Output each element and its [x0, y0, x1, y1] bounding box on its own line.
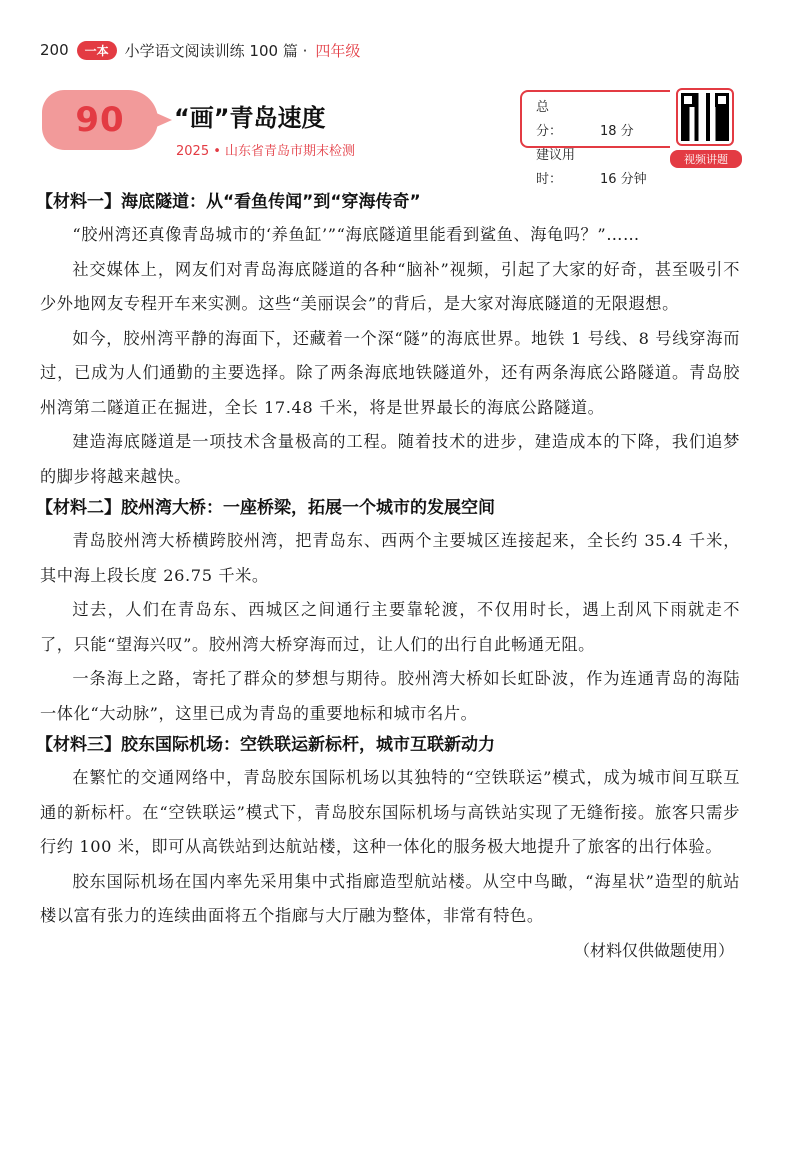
section-1: [36, 188, 740, 494]
time-value: 16 分钟: [600, 172, 647, 187]
page-number: 200: [40, 41, 69, 59]
footer-note: （材料仅供做题使用）: [573, 940, 734, 960]
reading-content: [36, 188, 740, 968]
grade-label: 四年级: [315, 41, 361, 60]
paragraph: 过去，人们在青岛东、西城区之间通行主要靠轮渡，不仅用时长，遇上刮风下雨就走不了，只能“望海兴叹”。胶州湾大桥穿海而过，让人们的出行自此畅通无阻。: [40, 600, 740, 654]
section-heading: 【材料一】海底隧道：从“看鱼传闻”到“穿海传奇”: [36, 192, 421, 212]
lesson-header: [42, 88, 762, 187]
qr-code-icon[interactable]: [676, 88, 734, 146]
lesson-number-badge: [42, 90, 158, 150]
paragraph: 一条海上之路，寄托了群众的梦想与期待。胶州湾大桥如长虹卧波，作为连通青岛的海陆一体化“大动脉”，这里已成为青岛的重要地标和城市名片。: [40, 669, 740, 723]
paragraph: 青岛胶州湾大桥横跨胶州湾，把青岛东、西两个主要城区连接起来，全长约 35.4 千米，其中海上段长度 26.75 千米。: [40, 531, 740, 585]
score-info-box: [520, 90, 670, 187]
total-score-value: 18 分: [600, 124, 634, 139]
paragraph: 如今，胶州湾平静的海面下，还藏着一个深“隧”的海底世界。地铁 1 号线、8 号线穿海而过，已成为人们通勤的主要选择。除了两条海底地铁隧道外，还有两条海底公路隧道。青岛胶州湾第二隧道正在掘进，全长 17.48 千米，将是世界最长的海底公路隧道。: [40, 328, 740, 417]
lesson-title: “画”青岛速度: [174, 104, 326, 132]
lesson-number: 90: [75, 100, 125, 140]
page-header: [40, 38, 360, 62]
lesson-source: 2025 • 山东省青岛市期末检测: [176, 144, 356, 159]
brand-badge: 一本: [77, 41, 117, 60]
paragraph: 胶东国际机场在国内率先采用集中式指廊造型航站楼。从空中鸟瞰，“海星状”造型的航站楼以富有张力的连续曲面将五个指廊与大厅融为整体，非常有特色。: [40, 871, 740, 925]
total-score-label: 总 分：: [536, 100, 576, 139]
paragraph: 社交媒体上，网友们对青岛海底隧道的各种“脑补”视频，引起了大家的好奇，甚至吸引不少外地网友专程开车来实测。这些“美丽误会”的背后，是大家对海底隧道的无限遐想。: [40, 259, 740, 313]
paragraph: 建造海底隧道是一项技术含量极高的工程。随着技术的进步，建造成本的下降，我们追梦的脚步将越来越快。: [40, 432, 740, 486]
paragraph: 在繁忙的交通网络中，青岛胶东国际机场以其独特的“空铁联运”模式，成为城市间互联互通的新标杆。在“空铁联运”模式下，青岛胶东国际机场与高铁站实现了无缝衔接。旅客只需步行约 100 米，即可从高铁站到达航站楼，这种一体化的服务极大地提升了旅客的出行体验。: [40, 768, 740, 856]
book-title: 小学语文阅读训练 100 篇 ·: [124, 41, 308, 60]
section-3: [36, 731, 740, 934]
paragraph: “胶州湾还真像青岛城市的‘养鱼缸’”“海底隧道里能看到鲨鱼、海龟吗？”……: [72, 225, 640, 244]
time-label: 建议用时：: [536, 148, 576, 187]
section-2: [36, 494, 740, 731]
section-heading: 【材料二】胶州湾大桥：一座桥梁，拓展一个城市的发展空间: [36, 498, 495, 518]
video-explain-label[interactable]: 视频讲题: [670, 150, 742, 168]
section-heading: 【材料三】胶东国际机场：空铁联运新标杆，城市互联新动力: [36, 735, 495, 755]
